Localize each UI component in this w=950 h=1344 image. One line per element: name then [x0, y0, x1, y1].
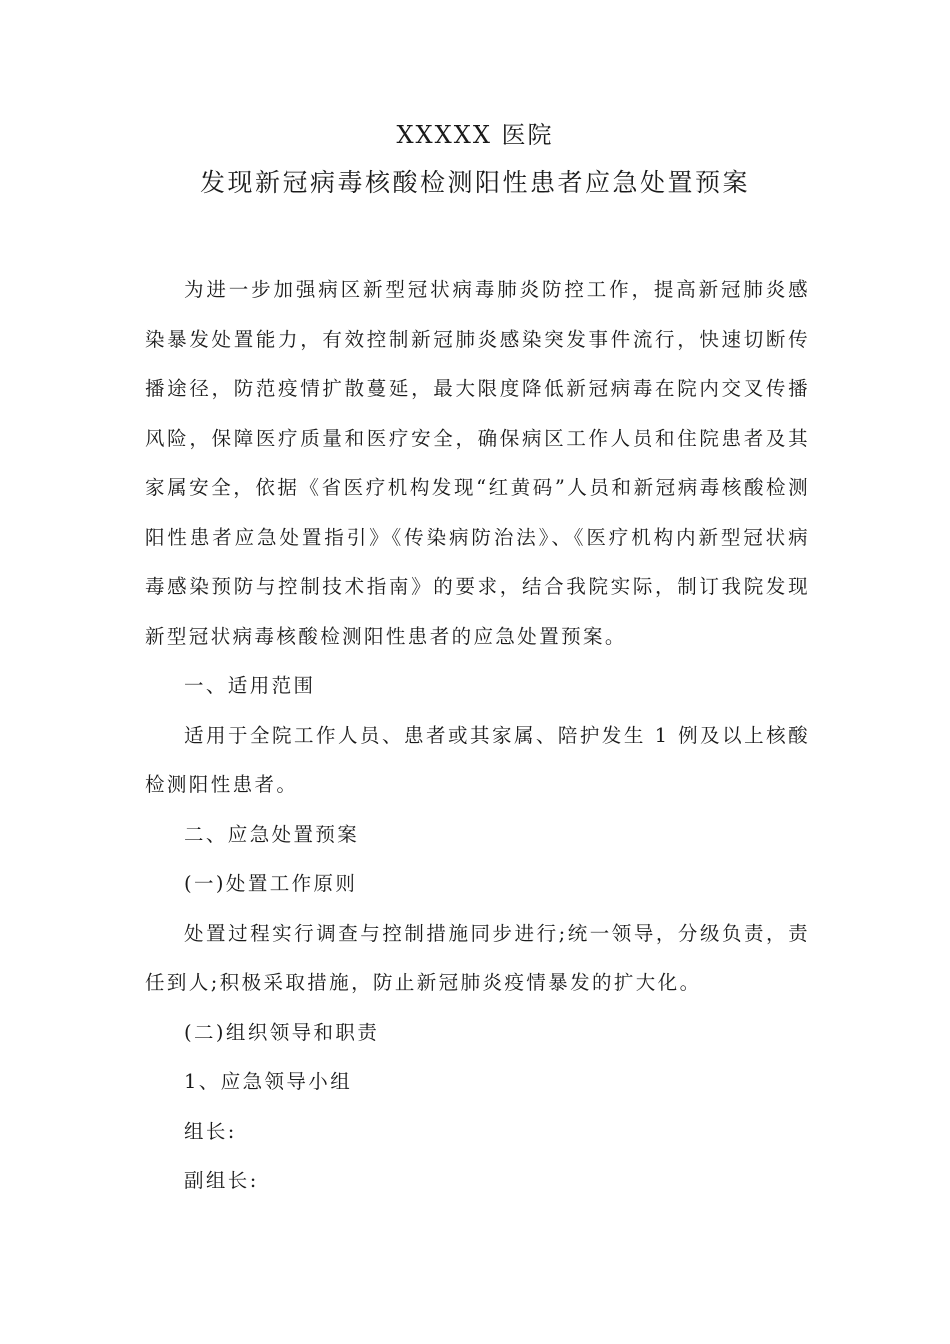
document-body [145, 265, 810, 1206]
section-heading-scope: 一、适用范围 [184, 674, 316, 697]
paragraph-intro: 为进一步加强病区新型冠状病毒肺炎防控工作，提高新冠肺炎感染暴发处置能力，有效控制新冠肺炎感染突发事件流行，快速切断传播途径，防范疫情扩散蔓延，最大限度降低新冠病毒在院内交叉传播风险，保障医疗质量和医疗安全，确保病区工作人员和住院患者及其家属安全，依据《省医疗机构发现“红黄码”人员和新冠病毒核酸检测阳性患者应急处置指引》《传染病防治法》、《医疗机构内新型冠状病毒感染预防与控制技术指南》的要求，结合我院实际，制订我院发现新型冠状病毒核酸检测阳性患者的应急处置预案。 [145, 278, 810, 648]
field-group-leader: 组长: [184, 1119, 237, 1143]
paragraph-principles: 处置过程实行调查与控制措施同步进行;统一领导，分级负责，责任到人;积极采取措施，防止新冠肺炎疫情暴发的扩大化。 [145, 921, 810, 994]
section-heading-emergency-plan: 二、应急处置预案 [184, 822, 360, 846]
subsection-heading-principles: (一)处置工作原则 [184, 872, 358, 895]
subsection-heading-organization: (二)组织领导和职责 [184, 1020, 380, 1044]
item-heading-leadership-group: 1、应急领导小组 [184, 1070, 353, 1093]
document-title-plan: 发现新冠病毒核酸检测阳性患者应急处置预案 [199, 168, 750, 197]
document-title-hospital: XXXXX 医院 [396, 121, 554, 149]
field-deputy-group-leader: 副组长: [184, 1169, 259, 1192]
paragraph-scope: 适用于全院工作人员、患者或其家属、陪护发生 1 例及以上核酸检测阳性患者。 [145, 723, 810, 796]
